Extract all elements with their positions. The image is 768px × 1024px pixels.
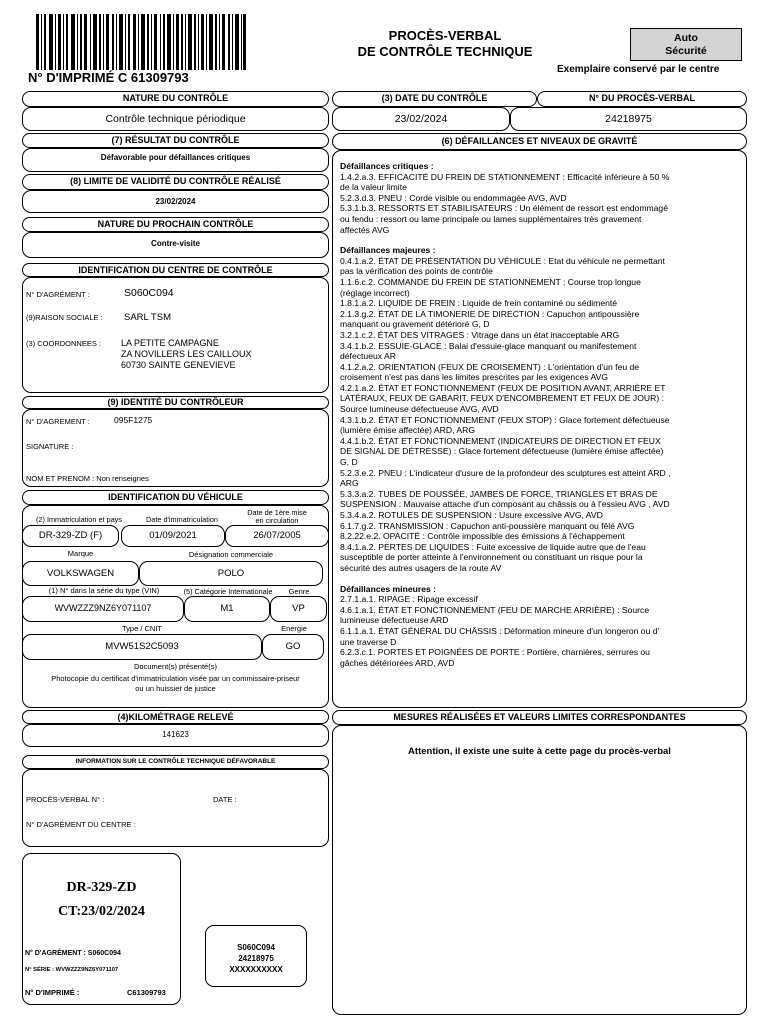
next-label-box bbox=[22, 217, 329, 232]
km-label-box bbox=[22, 710, 329, 724]
defaillance-line: sécurité des autres usagers de la route AV bbox=[340, 562, 502, 573]
defaillance-line: ou fendu : ressort ou lame principale ou lames supplémentaires très gravement bbox=[340, 213, 642, 224]
defaillance-line: 1.4.2.a.3. EFFICACITÉ DU FREIN DE STATIONNEMENT : Efficacité inférieure à 50 % bbox=[340, 171, 670, 182]
date-immat-value: 01/09/2021 bbox=[149, 530, 197, 541]
defaillance-line: de la valeur limite bbox=[340, 182, 407, 193]
mesures-label: MESURES RÉALISÉES ET VALEURS LIMITES CORRESPONDANTES bbox=[393, 712, 686, 722]
designation-value: POLO bbox=[217, 568, 245, 579]
sticker-plate: DR-329-ZD bbox=[66, 880, 137, 895]
barcode bbox=[36, 14, 246, 70]
defaillance-section-title: Défaillances mineures : bbox=[340, 583, 437, 594]
defaillance-line: Source lumineuse défectueuse AVG, AVD bbox=[340, 404, 499, 415]
categorie-label: (5) Catégorie Internationale bbox=[183, 587, 273, 596]
defaillance-line: 3.2.1.c.2. ÉTAT DES VITRAGES : Vitrage dans un état inacceptable ARG bbox=[340, 329, 620, 340]
defavorable-agrement-label: N° D'AGRÉMENT DU CENTRE : bbox=[26, 820, 136, 829]
defaillance-line: pas la vérification des points de contrôle bbox=[340, 266, 493, 277]
nature-label-box bbox=[22, 91, 329, 107]
validity-value: 23/02/2024 bbox=[155, 197, 196, 206]
defavorable-label-box bbox=[22, 755, 329, 769]
controleur-label-box bbox=[22, 396, 329, 409]
vehicule-label: IDENTIFICATION DU VÉHICULE bbox=[108, 492, 243, 502]
type-value: MVW51S2C5093 bbox=[105, 641, 179, 652]
defaillance-line: défectueux AR bbox=[340, 351, 396, 362]
section-gap bbox=[340, 574, 744, 584]
date-label-box bbox=[332, 91, 537, 107]
defaillance-line: 1.8.1.a.2. LIQUIDE DE FREIN : Liquide de frein contaminé ou sédimenté bbox=[340, 298, 618, 309]
defavorable-pv-label: PROCÈS-VERBAL N° : bbox=[26, 795, 105, 804]
page-title bbox=[330, 28, 560, 60]
controleur-nom-label: NOM ET PRENOM : Non renseignes bbox=[26, 474, 149, 483]
next-label: NATURE DU PROCHAIN CONTRÔLE bbox=[97, 219, 254, 229]
pv-label-box bbox=[537, 91, 747, 107]
vin-value: WVWZZZ9NZ6Y071107 bbox=[54, 603, 152, 613]
documents-line-2: ou un huissier de justice bbox=[135, 684, 216, 693]
defaillance-line: 5.2.3.d.3. PNEU : Corde visible ou endommagée AVG, AVD bbox=[340, 192, 567, 203]
categorie-value: M1 bbox=[220, 603, 234, 614]
section-gap bbox=[340, 235, 744, 245]
defaillance-line: 5.3.3.a.2. TUBES DE POUSSÉE, JAMBES DE FORCE, TRIANGLES ET BRAS DE bbox=[340, 488, 658, 499]
defaillance-section-title: Défaillances majeures : bbox=[340, 245, 436, 256]
energie-label: Energie bbox=[281, 624, 307, 633]
defaillance-line: lumineuse défectueuse ARD bbox=[340, 615, 449, 626]
marque-value: VOLKSWAGEN bbox=[46, 568, 115, 579]
defaillance-line: 4.2.1.a.2. ÉTAT ET FONCTIONNEMENT (FEUX DE POSITION AVANT, ARRIÈRE ET bbox=[340, 382, 666, 393]
type-label: Type / CNIT bbox=[121, 624, 162, 633]
sticker-imprime-label: N° D'IMPRIMÉ : bbox=[25, 988, 80, 997]
centre-coord-line3: 60730 SAINTE GENEVIEVE bbox=[121, 360, 236, 370]
centre-coord-line1: LA PETITE CAMPAGNE bbox=[121, 338, 219, 348]
defaillance-line: 5.2.3.e.2. PNEU : L'indicateur d'usure de la profondeur des sculptures est atteint ARD , bbox=[340, 467, 671, 478]
km-label: (4)KILOMÉTRAGE RELEVÉ bbox=[117, 712, 234, 722]
energie-value: GO bbox=[285, 641, 301, 652]
documents-line-1: Photocopie du certificat d'immatriculation visée par un commissaire-priseur bbox=[51, 674, 300, 683]
sticker-box bbox=[22, 853, 181, 1005]
defaillance-line: 8.4.1.a.2. PERTES DE LIQUIDES : Fuite excessive de liquide autre que de l'eau bbox=[340, 541, 646, 552]
centre-raison-label: (9)RAISON SOCIALE : bbox=[26, 313, 103, 322]
barcode-graphic bbox=[36, 14, 246, 70]
defaillance-line: ARG bbox=[340, 478, 359, 489]
stamp-line-3: XXXXXXXXXX bbox=[229, 965, 283, 974]
defaillance-line: DE SIGNAL DE DÉTRESSE) : Glace fortement défectueuse (lumière émise affectée) bbox=[340, 446, 664, 457]
marque-label: Marque bbox=[67, 549, 94, 558]
defaillance-line: manquant ou gravement détérioré G, D bbox=[340, 319, 490, 330]
controleur-agrement-label: N° D'AGREMENT : bbox=[26, 417, 90, 426]
copy-note: Exemplaire conservé par le centre bbox=[557, 64, 720, 75]
result-label: (7) RÉSULTAT DU CONTRÔLE bbox=[111, 135, 240, 145]
stamp-line-2: 24218975 bbox=[238, 954, 274, 963]
mesures-box bbox=[332, 725, 747, 1015]
defaillance-line: G, D bbox=[340, 457, 358, 468]
immat-value: DR-329-ZD (F) bbox=[38, 530, 103, 541]
nature-value: Contrôle technique périodique bbox=[105, 113, 246, 125]
defavorable-box bbox=[22, 769, 329, 847]
defaillance-line: 4.6.1.a.1. ÉTAT ET FONCTIONNEMENT (FEU DE MARCHE ARRIÈRE) : Source bbox=[340, 604, 650, 615]
defaillance-line: SUSPENSION : Mauvaise attache d'un composant au châssis ou à l'essieu AVG , AVD bbox=[340, 499, 670, 510]
defaillances-label: (6) DÉFAILLANCES ET NIVEAUX DE GRAVITÉ bbox=[441, 136, 638, 146]
centre-agrement-label: N° D'AGRÉMENT : bbox=[26, 290, 90, 299]
date-circ-label-1: Date de 1ère mise bbox=[247, 508, 307, 517]
genre-value: VP bbox=[292, 603, 305, 614]
controleur-agrement-value: 095F1275 bbox=[114, 415, 153, 425]
defaillance-line: 4.4.1.b.2. ÉTAT ET FONCTIONNEMENT (INDICATEURS DE DIRECTION ET FEUX bbox=[340, 435, 661, 446]
defaillance-line: 4.3.1.b.2. ÉTAT ET FONCTIONNEMENT (FEUX STOP) : Glace fortement défectueuse bbox=[340, 414, 670, 425]
defaillance-line: 8.2.22.e.2. OPACITÉ : Contrôle impossible des émissions à l'échappement bbox=[340, 531, 625, 542]
sticker-imprime-value: C61309793 bbox=[127, 988, 166, 997]
defaillance-line: 4.1.2.a.2. ORIENTATION (FEUX DE CROISEMENT) : L'orientation d'un feu de bbox=[340, 361, 640, 372]
sticker-serie: N° SÉRIE : WVWZZZ9NZ6Y071107 bbox=[25, 967, 119, 973]
date-label: (3) DATE DU CONTRÔLE bbox=[381, 93, 488, 103]
defaillance-line: susceptible de porter atteinte à l'environnement ou constituant un risque pour la bbox=[340, 552, 643, 563]
sticker-agrement: N° D'AGRÉMENT : S060C094 bbox=[25, 950, 121, 957]
auto-securite-badge bbox=[630, 28, 742, 61]
centre-label: IDENTIFICATION DU CENTRE DE CONTRÔLE bbox=[78, 265, 273, 275]
centre-label-box bbox=[22, 263, 329, 277]
defaillance-line: 2.1.3.g.2. ÉTAT DE LA TIMONERIE DE DIRECTION : Capuchon antipoussière bbox=[340, 308, 640, 319]
defaillance-section-title: Défaillances critiques : bbox=[340, 161, 434, 171]
stamp-line-1: S060C094 bbox=[237, 943, 275, 952]
defaillance-line: croisement n'est pas dans les limites prescrites par les exigences AVG bbox=[340, 372, 609, 383]
defaillance-line: 5.3.1.b.3. RESSORTS ET STABILISATEURS : Un élément de ressort est endommagé bbox=[340, 203, 668, 214]
defaillance-line: une traverse D bbox=[340, 636, 397, 647]
defaillance-line: affectés AVG bbox=[340, 224, 390, 235]
defaillance-line: (lumière émise affectée) ARD, ARG bbox=[340, 425, 476, 436]
defavorable-date-label: DATE : bbox=[213, 795, 237, 804]
title-line-1: PROCÈS-VERBAL bbox=[388, 28, 502, 43]
controleur-label: (9) IDENTITÉ DU CONTRÔLEUR bbox=[107, 397, 244, 407]
mesures-note: Attention, il existe une suite à cette page du procès-verbal bbox=[408, 746, 671, 757]
next-value: Contre-visite bbox=[151, 239, 200, 248]
pv-label: N° DU PROCÈS-VERBAL bbox=[588, 93, 696, 103]
date-circ-label-2: en circulation bbox=[255, 516, 299, 525]
validity-label: (8) LIMITE DE VALIDITÉ DU CONTRÔLE RÉALISÉ bbox=[70, 176, 281, 186]
defaillance-line: 0.4.1.a.2. ÉTAT DE PRÉSENTATION DU VÉHICULE : Etat du véhicule ne permettant bbox=[340, 255, 665, 266]
immat-label: (2) Immatriculation et pays bbox=[36, 515, 122, 524]
result-label-box bbox=[22, 133, 329, 148]
documents-label: Document(s) présenté(s) bbox=[134, 662, 217, 671]
genre-label: Genre bbox=[288, 587, 310, 596]
defaillance-line: 6.1.1.a.1. ÉTAT GÉNÉRAL DU CHÂSSIS : Déformation mineure d'un longeron ou d' bbox=[340, 625, 660, 636]
defaillance-line: (réglage incorrect) bbox=[340, 287, 410, 298]
date-circ-value: 26/07/2005 bbox=[253, 530, 301, 541]
vehicule-label-box bbox=[22, 490, 329, 505]
centre-coord-line2: ZA NOVILLERS LES CAILLOUX bbox=[121, 349, 252, 359]
result-value: Défavorable pour défaillances critiques bbox=[100, 153, 251, 162]
centre-agrement-value: S060C094 bbox=[124, 287, 174, 299]
validity-label-box bbox=[22, 174, 329, 190]
controleur-signature-label: SIGNATURE : bbox=[26, 442, 74, 451]
defaillances-list bbox=[340, 161, 744, 668]
defaillance-line: 5.3.4.a.2. ROTULES DE SUSPENSION : Usure excessive AVG, AVD bbox=[340, 510, 603, 520]
km-value: 141623 bbox=[162, 730, 189, 739]
centre-coord-label: (3) COORDONNEES : bbox=[26, 339, 102, 348]
date-immat-label: Date d'immatriculation bbox=[146, 515, 218, 524]
defaillance-line: 2.7.1.a.1. RIPAGE : Ripage excessif bbox=[340, 594, 478, 605]
title-line-2: DE CONTRÔLE TECHNIQUE bbox=[357, 44, 533, 59]
date-value: 23/02/2024 bbox=[394, 113, 448, 125]
defaillance-line: gâches détériorées ARD, AVD bbox=[340, 657, 455, 668]
defavorable-label: INFORMATION SUR LE CONTRÔLE TECHNIQUE DÉFAVORABLE bbox=[75, 758, 276, 765]
badge-line-1: Auto bbox=[674, 32, 698, 44]
designation-label: Désignation commerciale bbox=[188, 550, 274, 559]
print-number: N° D'IMPRIMÉ C 61309793 bbox=[28, 70, 189, 85]
sticker-ct: CT:23/02/2024 bbox=[58, 904, 145, 919]
defaillance-line: LATÉRAUX, FEUX DE GABARIT, FEUX D'ENCOMBREMENT ET FEUX DE JOUR) : bbox=[340, 393, 664, 404]
vin-label: (1) N° dans la série du type (VIN) bbox=[48, 586, 160, 595]
pv-value: 24218975 bbox=[605, 113, 652, 125]
mesures-label-box bbox=[332, 710, 747, 725]
defaillance-line: 3.4.1.b.2. ESSUIE-GLACE : Balai d'essuie-glace manquant ou manifestement bbox=[340, 340, 637, 351]
defaillances-label-box bbox=[332, 133, 747, 150]
nature-label: NATURE DU CONTRÔLE bbox=[122, 93, 229, 103]
defaillance-line: 6.1.7.g.2. TRANSMISSION : Capuchon anti-poussière manquant ou fêlé AVG bbox=[340, 520, 635, 531]
badge-line-2: Sécurité bbox=[665, 45, 707, 57]
centre-raison-value: SARL TSM bbox=[124, 312, 171, 323]
defaillance-line: 1.1.6.c.2. COMMANDE DU FREIN DE STATIONNEMENT : Course trop longue bbox=[340, 276, 641, 287]
defaillance-line: 6.2.3.c.1. PORTES ET POIGNÉES DE PORTE : Portière, charnières, serrures ou bbox=[340, 647, 650, 658]
